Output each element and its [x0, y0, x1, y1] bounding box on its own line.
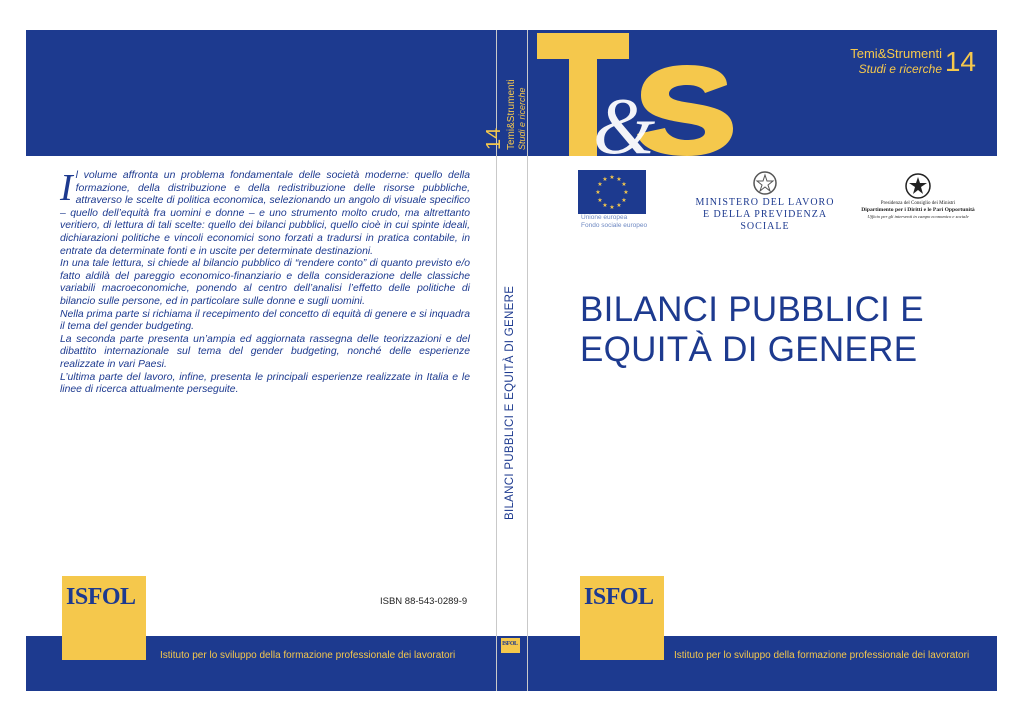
back-paragraph-2: In una tale lettura, si chiede al bilancio pubblico di “rendere conto” di quanto previsto e/o fatto aldilà del pareggio economico-finanziario e della considerazione delle classiche variabili macroeconomiche, ponendo al centro dell’analisi l’effetto delle politiche di bilancio sulle persone, ed in particolare sulle donne e sugli uomini.	[60, 258, 470, 307]
svg-text:★: ★	[602, 202, 608, 209]
svg-text:★: ★	[616, 176, 622, 183]
back-paragraph-5: L’ultima parte del lavoro, infine, presenta le principali esperienze realizzate in Italia e le linee di ricerca attualmente perseguite.	[60, 371, 470, 396]
isfol-logo-front	[580, 576, 664, 660]
svg-text:&: &	[593, 83, 656, 156]
svg-text:★: ★	[621, 181, 627, 188]
book-title	[580, 290, 980, 370]
drop-cap: I	[60, 167, 73, 209]
spine-series-label	[483, 40, 543, 150]
back-paragraph-4: La seconda parte presenta un’ampia ed aggiornata rassegna delle teorizzazioni e del dibattito internazionale sul tema del gender budgeting, nonché delle esperienze realizzate in vari Paesi.	[60, 333, 470, 370]
svg-text:★: ★	[602, 176, 608, 183]
presidenza-line2: Dipartimento per i Diritti e le Pari Opportunità	[861, 207, 975, 213]
italian-emblem-icon	[752, 170, 778, 196]
svg-text:★: ★	[597, 181, 603, 188]
svg-text:★: ★	[597, 197, 603, 204]
svg-text:★: ★	[616, 202, 622, 209]
front-series-label	[835, 46, 980, 86]
front-subseries-name: Studi e ricerche	[858, 62, 942, 76]
ts-logo-graphic	[537, 33, 737, 156]
spine-subseries-name: Studi e ricerche	[517, 87, 527, 150]
book-title-line1: BILANCI PUBBLICI E	[580, 290, 924, 329]
ministero-line1: MINISTERO DEL LAVORO	[695, 197, 835, 208]
book-title-line2: EQUITÀ DI GENERE	[580, 330, 918, 369]
svg-text:★: ★	[621, 197, 627, 204]
italian-emblem-icon	[904, 172, 932, 200]
isbn: ISBN 88-543-0289-9	[380, 596, 468, 607]
eu-caption-line2: Fondo sociale europeo	[581, 222, 648, 229]
svg-text:★: ★	[609, 204, 615, 211]
isfol-logo-back	[62, 576, 146, 660]
back-cover-text	[60, 167, 470, 397]
back-paragraph-1: l volume affronta un problema fondamentale delle società moderne: quello della formazione, della distribuzione e della redistribuzione delle risorse pubbliche, attraverso le scelte di politica economica, selezionando un angolo di visuale specifico – quello dell’equità fra uomini e donne – e uno strumento molto crudo, ma altrettanto veritiero, di lettura di tali scelte: quello dei bilanci pubblici, quello cioè in cui spinte ideali, dichiarazioni politiche e vincoli economici sono forzati a tradursi in pratica contabile, in entrate da determinate fonti e in uscite per determinate destinazioni.	[60, 170, 470, 257]
institute-name-front: Istituto per lo sviluppo della formazione professionale dei lavoratori	[674, 650, 970, 661]
presidenza-logo	[856, 172, 980, 220]
ministero-line2: E DELLA PREVIDENZA SOCIALE	[702, 209, 828, 232]
back-paragraph-3: Nella prima parte si richiama il recepimento del concetto di equità di genere e si inquadra il tema del gender budgeting.	[60, 308, 470, 333]
presidenza-line1: Presidenza del Consiglio dei Ministri	[880, 201, 956, 206]
isfol-wordmark: ISFOL	[66, 584, 136, 610]
front-series-name: Temi&Strumenti	[850, 46, 942, 61]
spine-series-number: 14	[483, 127, 505, 150]
svg-text:★: ★	[595, 189, 601, 196]
svg-text:★: ★	[623, 189, 629, 196]
eu-caption-line1: Unione europea	[581, 214, 628, 221]
spine-series-name: Temi&Strumenti	[506, 79, 517, 150]
institute-name-back: Istituto per lo sviluppo della formazione professionale dei lavoratori	[160, 650, 456, 661]
eu-flag-icon	[578, 170, 646, 214]
eu-caption	[581, 214, 647, 230]
isfol-wordmark: ISFOL	[584, 584, 654, 610]
ministero-logo	[690, 170, 840, 233]
presidenza-line3: Ufficio per gli interventi in campo economico e sociale	[867, 214, 969, 219]
isfol-logo-spine	[501, 638, 520, 653]
spine-title: BILANCI PUBBLICI E EQUITÀ DI GENERE	[504, 285, 516, 520]
ts-logo	[537, 33, 737, 156]
svg-text:★: ★	[609, 174, 615, 181]
front-series-number: 14	[944, 46, 976, 77]
isfol-wordmark: ISFOL	[502, 641, 518, 647]
